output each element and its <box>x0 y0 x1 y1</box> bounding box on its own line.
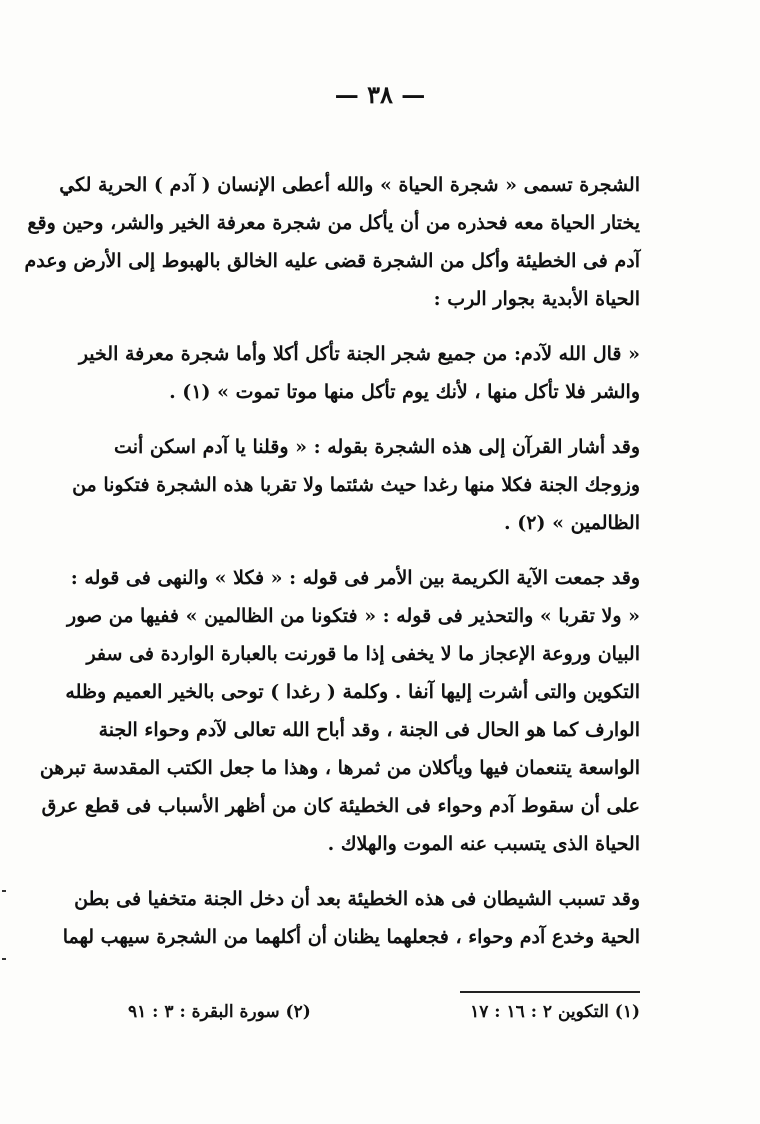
text-line: وقد أشار القرآن إلى هذه الشجرة بقوله : « وقلنا يا آدم اسكن أنت <box>114 436 640 458</box>
footnote-divider <box>460 991 640 993</box>
text-line: وقد تسبب الشيطان فى هذه الخطيئة بعد أن دخل الجنة متخفيا فى بطن <box>74 888 640 910</box>
text-line: الوارف كما هو الحال فى الجنة ، وقد أباح الله تعالى لآدم وحواء الجنة <box>98 719 640 741</box>
text-line: الحية وخدع آدم وحواء ، فجعلهما يظنان أن أكلهما من الشجرة سيهب لهما <box>62 926 640 948</box>
text-line: وقد جمعت الآية الكريمة بين الأمر فى قوله : « فكلا » والنهى فى قوله : <box>70 567 640 589</box>
page-number: — ٣٨ — <box>334 80 426 109</box>
text-line: البيان وروعة الإعجاز ما لا يخفى إذا ما قورنت بالعبارة الواردة فى سفر <box>86 643 640 665</box>
body-text <box>24 166 640 956</box>
text-line: يختار الحياة معه فحذره من أن يأكل من شجرة معرفة الخير والشر، وحين وقع <box>27 212 640 234</box>
footnotes <box>128 1002 640 1022</box>
footnote-2: (٢) سورة البقرة : ٣ : ٩١ <box>128 1002 311 1022</box>
text-line: الشجرة تسمى « شجرة الحياة » والله أعطى الإنسان ( آدم ) الحرية لكي <box>59 174 640 196</box>
footnote-1: (١) التكوين ٢ : ١٦ : ١٧ <box>470 1002 640 1022</box>
text-line: على أن سقوط آدم وحواء فى الخطيئة كان من أظهر الأسباب فى قطع عرق <box>41 795 640 817</box>
text-line: التكوين والتى أشرت إليها آنفا . وكلمة ( رغدا ) توحى بالخير العميم وظله <box>65 681 640 703</box>
text-line: الظالمين » (٢) . <box>504 512 640 534</box>
paragraph-tree-of-life <box>24 166 640 318</box>
text-line: « قال الله لآدم: من جميع شجر الجنة تأكل أكلا وأما شجرة معرفة الخير <box>78 343 640 365</box>
text-line: الواسعة يتنعمان فيها ويأكلان من ثمرها ، وهذا ما جعل الكتب المقدسة تبرهن <box>39 757 640 779</box>
text-line: آدم فى الخطيئة وأكل من الشجرة قضى عليه الخالق بالهبوط إلى الأرض وعدم <box>24 250 640 272</box>
text-line: والشر فلا تأكل منها ، لأنك يوم تأكل منها موتا تموت » (١) . <box>169 381 640 403</box>
paragraph-satan <box>62 880 640 956</box>
paragraph-verse-analysis <box>39 559 640 863</box>
text-line: الحياة الأبدية بجوار الرب : <box>433 288 640 310</box>
text-line: « ولا تقربا » والتحذير فى قوله : « فتكونا من الظالمين » ففيها من صور <box>67 605 640 627</box>
paragraph-genesis-quote <box>78 335 640 411</box>
paragraph-quran-reference <box>72 428 640 542</box>
scan-edge-mark <box>2 958 6 960</box>
text-line: وزوجك الجنة فكلا منها رغدا حيث شئتما ولا تقربا هذه الشجرة فتكونا من <box>72 474 640 496</box>
text-line: الحياة الذى يتسبب عنه الموت والهلاك . <box>327 833 640 855</box>
scan-edge-mark <box>2 890 6 892</box>
